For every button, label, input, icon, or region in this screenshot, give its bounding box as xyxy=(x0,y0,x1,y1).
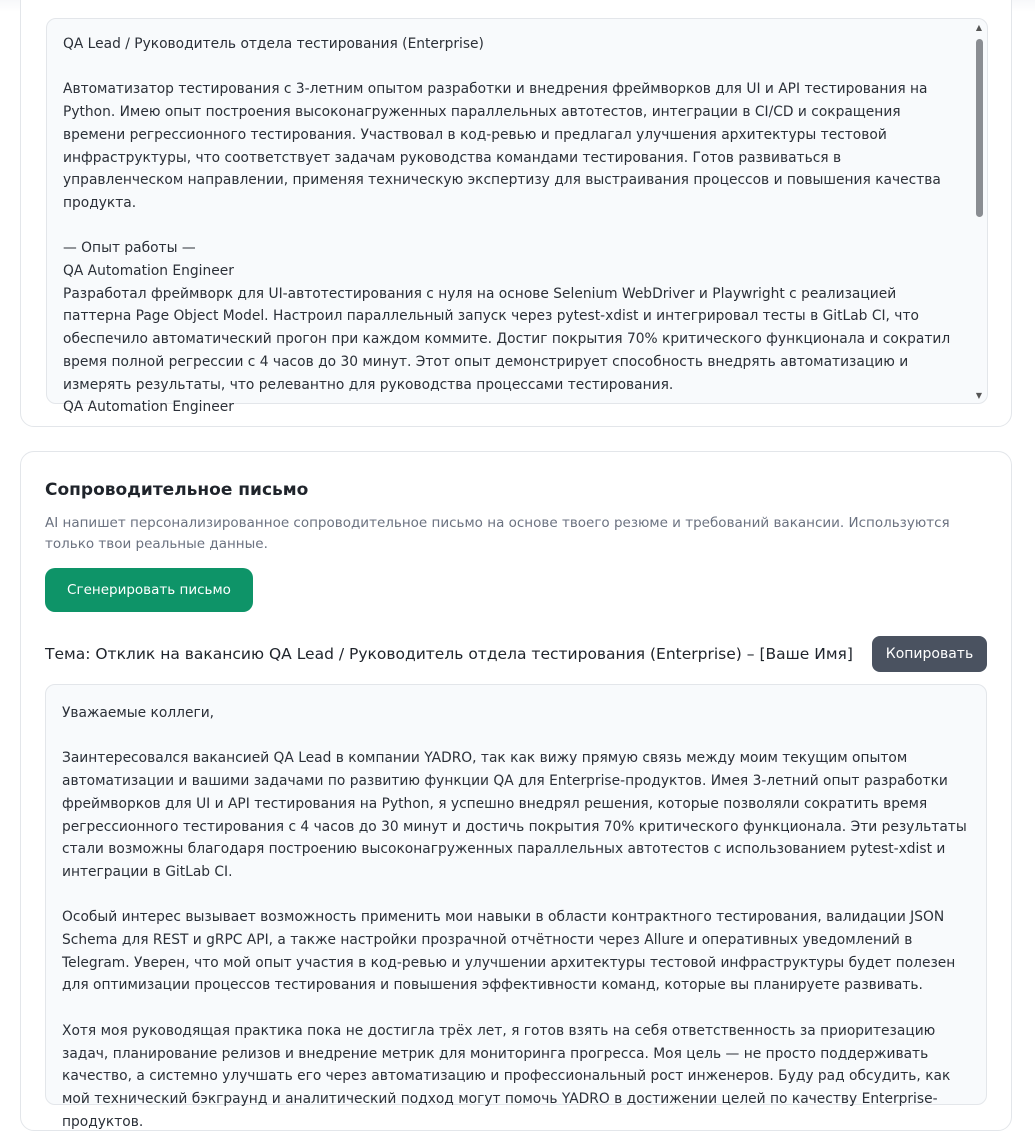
scroll-thumb[interactable] xyxy=(976,39,983,217)
generate-letter-button[interactable]: Сгенерировать письмо xyxy=(45,568,253,612)
resume-card xyxy=(20,0,1012,427)
copy-button[interactable]: Копировать xyxy=(872,636,987,672)
cover-letter-title: Сопроводительное письмо xyxy=(45,480,309,500)
cover-letter-description: AI напишет персонализированное сопроводительное письмо на основе твоего резюме и требований вакансии. Используются только твои реальные данные. xyxy=(45,515,950,552)
resume-text: QA Lead / Руководитель отдела тестирования (Enterprise) Автоматизатор тестирования с 3-летним опытом разработки и внедрения фреймворков для UI и API тестирования на Python. Имею опыт построения высоконагруженных параллельных автотестов, интеграции в CI/CD и сокращения времени регрессионного тестирования. Участвовал в код-ревью и предлагал улучшения архитектуры тестовой инфраструктуры, что соответствует задачам руководства командами тестирования. Готов развиваться в управленческом направлении, применяя техническую экспертизу для выстраивания процессов и повышения качества продукта. — Опыт работы — QA Automation Engineer Разработал фреймворк для UI-автотестирования с нуля на основе Selenium WebDriver и Playwright с реализацией паттерна Page Object Model. Настроил параллельный запуск через pytest-xdist и интегрировал тесты в GitLab CI, что обеспечило автоматический прогон при каждом коммите. Достиг покрытия 70% критического функционала и сократил время полной регрессии с 4 часов до 30 минут. Этот опыт демонстрирует способность внедрять автоматизацию и измерять результаты, что релевантно для руководства процессами тестирования. QA Automation Engineer xyxy=(63,36,951,416)
resume-scrollbar[interactable] xyxy=(973,21,985,401)
scroll-down-arrow-icon[interactable]: ▼ xyxy=(975,391,983,400)
scroll-up-arrow-icon[interactable]: ▲ xyxy=(975,23,983,32)
resume-text-area[interactable] xyxy=(46,18,988,416)
letter-body: Уважаемые коллеги, Заинтересовался вакансией QA Lead в компании YADRO, так как вижу прямую связь между моим текущим опытом автоматизации и вашими задачами по развитию функции QA для Enterprise-продуктов. Имея 3-летний опыт разработки фреймворков для UI и API тестирования на Python, я успешно внедрял решения, которые позволяли сократить время регрессионного тестирования с 4 часов до 30 минут и достичь покрытия 70% критического функционала. Эти результаты стали возможны благодаря построению высоконагруженных параллельных автотестов с использованием pytest-xdist и интеграции в GitLab CI. Особый интерес вызывает возможность применить мои навыки в области контрактного тестирования, валидации JSON Schema для REST и gRPC API, а также настройки прозрачной отчётности через Allure и оперативных уведомлений в Telegram. Уверен, что мой опыт участия в код-ревью и улучшении архитектуры тестовой инфраструктуры будет полезен для оптимизации процессов тестирования и повышения эффективности команд, которые вы планируете развивать. Хотя моя руководящая практика пока не достигла трёх лет, я готов взять на себя ответственность за приоритезацию задач, планирование релизов и внедрение метрик для мониторинга прогресса. Моя цель — не просто поддерживать качество, а системно улучшать его через автоматизацию и профессиональный рост инженеров. Буду рад обсудить, как мой технический бэкграунд и аналитический подход могут помочь YADRO в достижении целей по качеству Enterprise-продуктов. xyxy=(62,705,967,1130)
letter-text-area[interactable] xyxy=(45,684,987,1130)
cover-letter-card xyxy=(20,451,1012,1131)
letter-subject: Тема: Отклик на вакансию QA Lead / Руководитель отдела тестирования (Enterprise) – [Ваше Имя] xyxy=(45,645,853,663)
